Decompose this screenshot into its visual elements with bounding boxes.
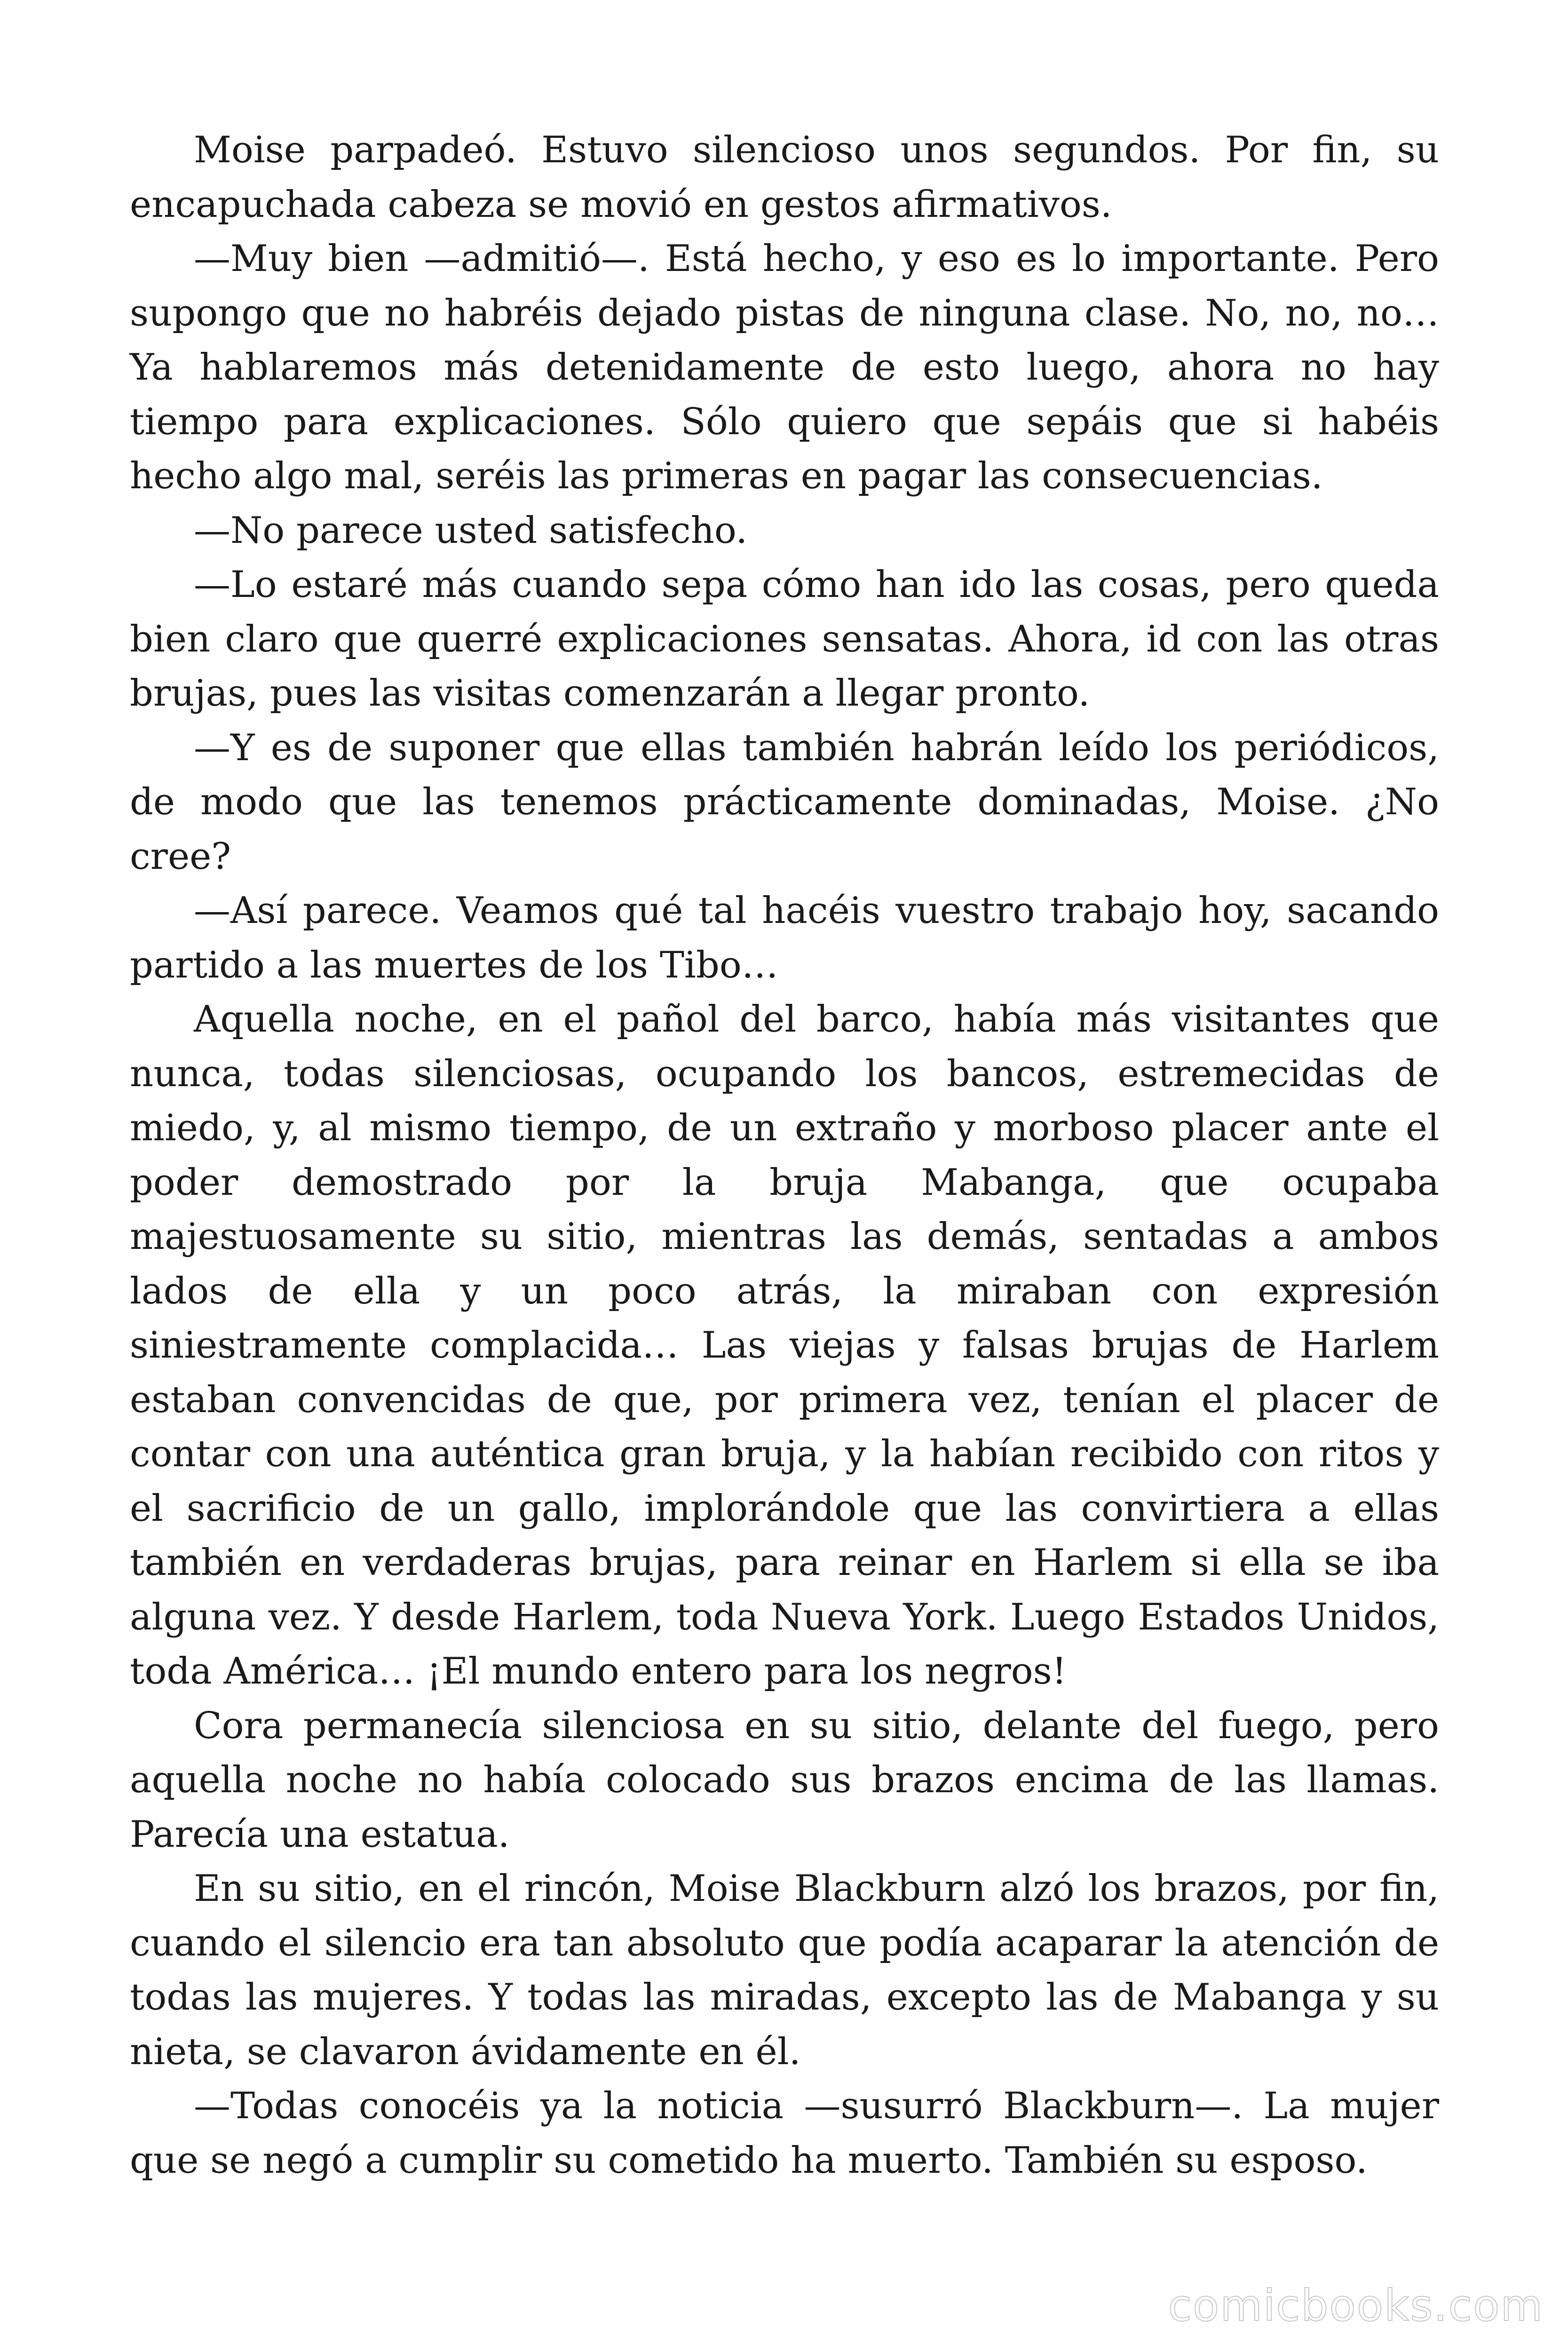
paragraph: —Y es de suponer que ellas también habrán leído los periódicos, de modo que las tenemos prácticamente dominadas, Moise. ¿No cree?: [130, 726, 1439, 878]
watermark: comicbooks.com: [1168, 2280, 1544, 2331]
page-text-body: [130, 123, 1439, 2188]
paragraph: —Todas conocéis ya la noticia —susurró Blackburn—. La mujer que se negó a cumplir su cometido ha muerto. También su esposo.: [130, 2085, 1439, 2182]
paragraph: —Lo estaré más cuando sepa cómo han ido las cosas, pero queda bien claro que querré explicaciones sensatas. Ahora, id con las otras brujas, pues las visitas comenzarán a llegar pronto.: [130, 564, 1439, 715]
paragraph: Aquella noche, en el pañol del barco, había más visitantes que nunca, todas silenciosas, ocupando los bancos, estremecidas de miedo, y, al mismo tiempo, de un extraño y morboso placer ante el poder demostrado por la bruja Mabanga, que ocupaba majestuosamente su sitio, mientras las demás, sentadas a ambos lados de ella y un poco atrás, la miraban con expresión siniestramente complacida… Las viejas y falsas brujas de Harlem estaban convencidas de que, por primera vez, tenían el placer de contar con una auténtica gran bruja, y la habían recibido con ritos y el sacrificio de un gallo, implorándole que las convirtiera a ellas también en verdaderas brujas, para reinar en Harlem si ella se iba alguna vez. Y desde Harlem, toda Nueva York. Luego Estados Unidos, toda América… ¡El mundo entero para los negros!: [130, 998, 1439, 1692]
paragraph: Moise parpadeó. Estuvo silencioso unos segundos. Por fin, su encapuchada cabeza se movió en gestos afirmativos.: [130, 129, 1439, 226]
paragraph: —Así parece. Veamos qué tal hacéis vuestro trabajo hoy, sacando partido a las muertes de los Tibo…: [130, 890, 1439, 986]
paragraph: —No parece usted satisfecho.: [194, 509, 748, 552]
paragraph: —Muy bien —admitió—. Está hecho, y eso es lo importante. Pero supongo que no habréis dejado pistas de ninguna clase. No, no, no… Ya hablaremos más detenidamente de esto luego, ahora no hay tiempo para explicaciones. Sólo quiero que sepáis que si habéis hecho algo mal, seréis las primeras en pagar las consecuencias.: [130, 238, 1439, 497]
paragraph: Cora permanecía silenciosa en su sitio, delante del fuego, pero aquella noche no había colocado sus brazos encima de las llamas. Parecía una estatua.: [130, 1704, 1439, 1856]
paragraph: En su sitio, en el rincón, Moise Blackburn alzó los brazos, por fin, cuando el silencio era tan absoluto que podía acaparar la atención de todas las mujeres. Y todas las miradas, excepto las de Mabanga y su nieta, se clavaron ávidamente en él.: [130, 1867, 1439, 2073]
